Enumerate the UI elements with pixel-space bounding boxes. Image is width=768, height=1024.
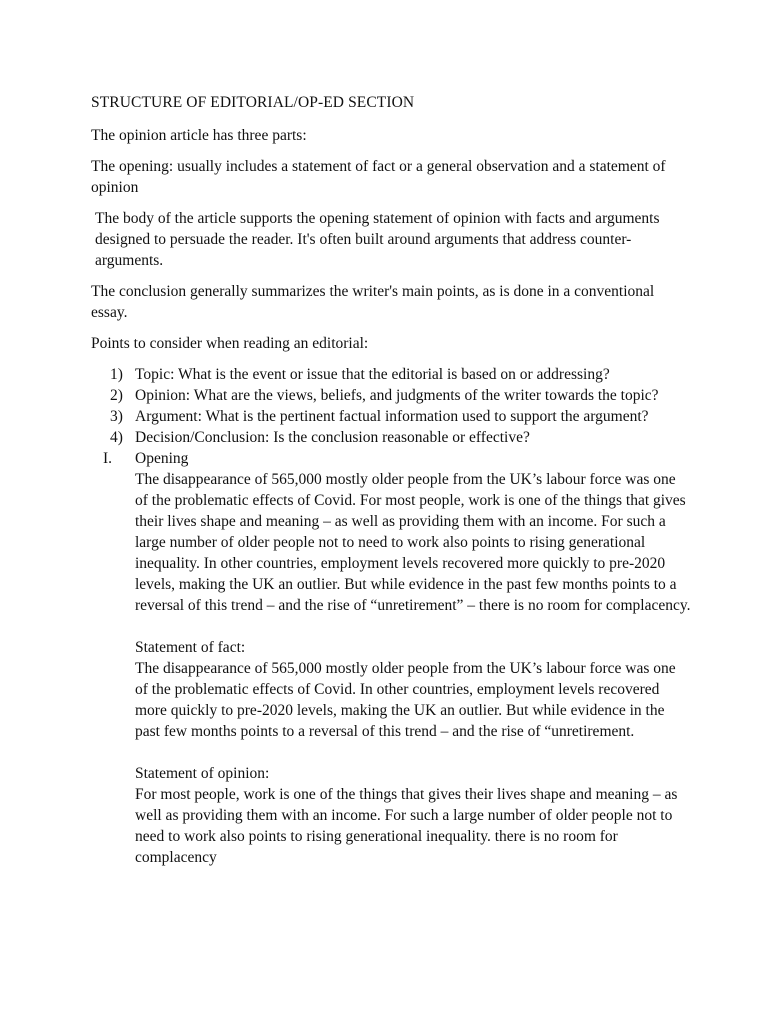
opinion-heading: Statement of opinion: xyxy=(135,765,270,782)
points-heading: Points to consider when reading an editorial: xyxy=(91,335,369,352)
list-item-text: Decision/Conclusion: Is the conclusion reasonable or effective? xyxy=(135,429,530,446)
opening-text: The disappearance of 565,000 mostly older people from the UK’s labour force was one of the problematic effects of Covid. For most people, work is one of the things that gives their lives shape and meaning – as well as providing them with an income. For such a large number of older people not to need to work also points to rising generational inequality. In other countries, employment levels recovered more quickly to pre-2020 levels, making the UK an outlier. But while evidence in the past few months points to a reversal of this trend – and the rise of “unretirement” – there is no room for complacency. xyxy=(135,471,691,614)
intro-paragraph: The opinion article has three parts: xyxy=(91,127,307,144)
list-item xyxy=(91,406,691,427)
section-opening xyxy=(91,448,691,868)
list-item-number: 1) xyxy=(110,366,123,383)
fact-text: The disappearance of 565,000 mostly older people from the UK’s labour force was one of the problematic effects of Covid. In other countries, employment levels recovered more quickly to pre-2020 levels, making the UK an outlier. But while evidence in the past few months points to a reversal of this trend – and the rise of “unretirement. xyxy=(135,660,676,740)
spacer xyxy=(135,616,691,637)
section-heading: Opening xyxy=(135,450,189,467)
document-page xyxy=(91,92,691,868)
section-numeral: I. xyxy=(103,450,113,467)
conclusion-description: The conclusion generally summarizes the writer's main points, as is done in a conventional essay. xyxy=(91,283,655,321)
list-item xyxy=(91,364,691,385)
list-item xyxy=(91,427,691,448)
points-list xyxy=(91,364,691,448)
list-item-number: 3) xyxy=(110,408,123,425)
list-item-number: 4) xyxy=(110,429,123,446)
document-title: STRUCTURE OF EDITORIAL/OP-ED SECTION xyxy=(91,94,415,111)
fact-heading: Statement of fact: xyxy=(135,639,246,656)
opening-description: The opening: usually includes a statement of fact or a general observation and a statement of opinion xyxy=(91,158,666,196)
body-description: The body of the article supports the opening statement of opinion with facts and arguments designed to persuade the reader. It's often built around arguments that address counter-arguments. xyxy=(95,210,660,269)
spacer xyxy=(135,742,691,763)
list-item-number: 2) xyxy=(110,387,123,404)
list-item xyxy=(91,385,691,406)
list-item-text: Argument: What is the pertinent factual information used to support the argument? xyxy=(135,408,649,425)
opinion-text: For most people, work is one of the things that gives their lives shape and meaning – as well as providing them with an income. For such a large number of older people not to need to work also points to rising generational inequality. there is no room for complacency xyxy=(135,786,678,866)
list-item-text: Topic: What is the event or issue that the editorial is based on or addressing? xyxy=(135,366,610,383)
list-item-text: Opinion: What are the views, beliefs, and judgments of the writer towards the topic? xyxy=(135,387,659,404)
